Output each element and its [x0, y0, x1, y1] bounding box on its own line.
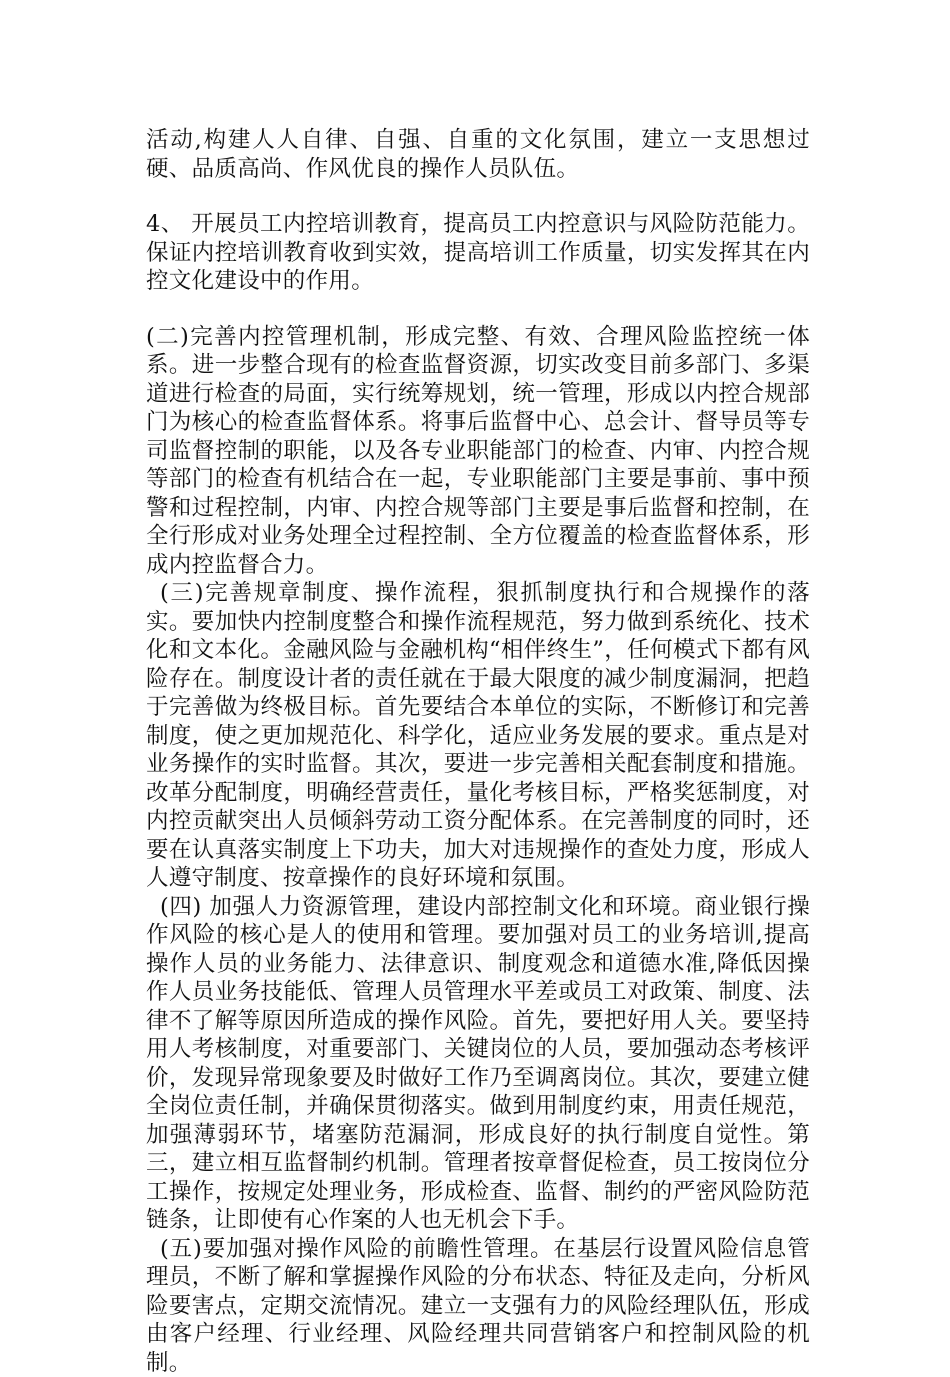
- document-page: [146, 126, 810, 1377]
- paragraph-culture-atmosphere: 活动,构建人人自律、自强、自重的文化氛围，建立一支思想过硬、品质高尚、作风优良的操作人员队伍。: [146, 126, 810, 183]
- paragraph-item-4-training: 4、 开展员工内控培训教育，提高员工内控意识与风险防范能力。保证内控培训教育收到实效，提高培训工作质量，切实发挥其在内控文化建设中的作用。: [146, 210, 810, 296]
- paragraph-section-3-rules: (三)完善规章制度、操作流程，狠抓制度执行和合规操作的落实。要加快内控制度整合和操作流程规范，努力做到系统化、技术化和文本化。金融风险与金融机构“相伴终生”，任何模式下都有风险存在。制度设计者的责任就在于最大限度的减少制度漏洞，把趋于完善做为终极目标。首先要结合本单位的实际，不断修订和完善制度，使之更加规范化、科学化，适应业务发展的要求。重点是对业务操作的实时监督。其次，要进一步完善相关配套制度和措施。改革分配制度，明确经营责任，量化考核目标，严格奖惩制度，对内控贡献突出人员倾斜劳动工资分配体系。在完善制度的同时，还要在认真落实制度上下功夫，加大对违规操作的查处力度，形成人人遵守制度、按章操作的良好环境和氛围。: [146, 579, 810, 893]
- paragraph-section-5-forward: (五)要加强对操作风险的前瞻性管理。在基层行设置风险信息管理员，不断了解和掌握操作风险的分布状态、特征及走向，分析风险要害点，定期交流情况。建立一支强有力的风险经理队伍，形成由客户经理、行业经理、风险经理共同营销客户和控制风险的机制。: [146, 1235, 810, 1377]
- paragraph-section-4-hr: (四) 加强人力资源管理，建设内部控制文化和环境。商业银行操作风险的核心是人的使用和管理。要加强对员工的业务培训,提高操作人员的业务能力、法律意识、制度观念和道德水准,降低因操作人员业务技能低、管理人员管理水平差或员工对政策、制度、法律不了解等原因所造成的操作风险。首先，要把好用人关。要坚持用人考核制度，对重要部门、关键岗位的人员，要加强动态考核评价，发现异常现象要及时做好工作乃至调离岗位。其次，要建立健全岗位责任制，并确保贯彻落实。做到用制度约束，用责任规范，加强薄弱环节，堵塞防范漏洞，形成良好的执行制度自觉性。第三，建立相互监督制约机制。管理者按章督促检查，员工按岗位分工操作，按规定处理业务，形成检查、监督、制约的严密风险防范链条，让即使有心作案的人也无机会下手。: [146, 893, 810, 1235]
- paragraph-section-2-mechanism: (二)完善内控管理机制，形成完整、有效、合理风险监控统一体系。进一步整合现有的检查监督资源，切实改变目前多部门、多渠道进行检查的局面，实行统筹规划，统一管理，形成以内控合规部门为核心的检查监督体系。将事后监督中心、总会计、督导员等专司监督控制的职能，以及各专业职能部门的检查、内审、内控合规等部门的检查有机结合在一起，专业职能部门主要是事前、事中预警和过程控制，内审、内控合规等部门主要是事后监督和控制，在全行形成对业务处理全过程控制、全方位覆盖的检查监督体系，形成内控监督合力。: [146, 323, 810, 580]
